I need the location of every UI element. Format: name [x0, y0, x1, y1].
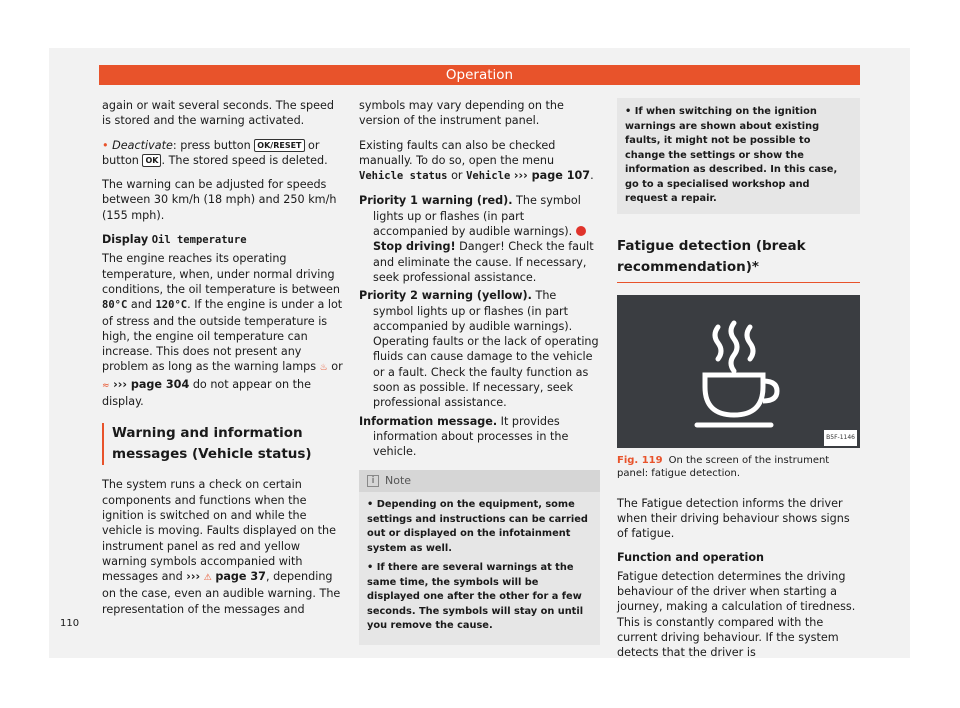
text: Danger! Check the fault and eliminate the cause. If necessary, seek professional assistance. [373, 240, 594, 284]
item-label: Priority 2 warning (yellow). [359, 289, 532, 303]
note-title: Note [385, 473, 412, 487]
item-label: Information message. [359, 414, 498, 428]
text: or [331, 360, 343, 374]
oil-temp-icon: ♨ [319, 363, 328, 374]
text: or [451, 169, 463, 183]
page-header: Operation [99, 65, 860, 85]
figure-label: Fig. 119 [617, 454, 663, 466]
ok-key-icon: OK [142, 154, 161, 167]
paragraph: Fatigue detection determines the driving behaviour of the driver when starting a journey, making a calculation of tiredness. This is constantly compared with the current driving behaviour. If the system detects that the driver is [617, 569, 856, 660]
note-icon: i [367, 475, 379, 487]
paragraph [102, 477, 345, 617]
deactivate-label: Deactivate [112, 138, 173, 152]
text: : press button [172, 138, 251, 152]
page-number: 110 [60, 618, 80, 629]
text: Depending on the equipment, some settings and instructions can be carried out or displayed on the infotainment system as well. [367, 499, 588, 554]
note-continuation-box: • If when switching on the ignition warnings are shown about existing faults, it might not be possible to change the settings or show the information as described. In this case, go to a specialised workshop and request a repair. [617, 98, 860, 214]
note-body [359, 492, 600, 645]
column-3 [617, 98, 860, 669]
ok-reset-key-icon: OK/RESET [254, 139, 304, 152]
subsection-title: Function and operation [617, 551, 764, 565]
section-title: Warning and information messages (Vehicle status) [102, 423, 345, 465]
priority-1-item [359, 193, 600, 285]
note-item: • If there are several warnings at the same time, the symbols will be displayed one after the other for a few seconds. The symbols will stay on until you remove the cause. [367, 562, 584, 632]
text: and [130, 298, 152, 312]
page-reference-link[interactable]: ››› page 107 [513, 169, 591, 183]
text: The symbol lights up or flashes (in part accompanied by audible warnings). Operating faults or the lack of operating fluids can cause damage to the vehicle or a fault. Check the faulty function as soon as possible. If necessary, seek professional assistance. [373, 289, 599, 410]
temp-value: 80°C [102, 299, 128, 312]
text: The engine reaches its operating temperature, when, under normal driving conditions, the oil temperature is between [102, 252, 340, 296]
coolant-icon: ≈ [102, 380, 110, 391]
coffee-cup-icon [617, 295, 860, 448]
bullet-dot: • [102, 138, 109, 152]
item-label: Priority 1 warning (red). [359, 194, 513, 208]
text: If when switching on the ignition warnings are shown about existing faults, it might not be possible to change the settings or show the information as described. In this case, go to a specialised workshop and request a repair. [625, 106, 838, 204]
page-reference-link[interactable]: page 37 [215, 570, 266, 584]
text: or button [102, 138, 320, 167]
deactivate-paragraph [102, 138, 345, 169]
display-subhead [102, 232, 345, 248]
figure-caption [617, 454, 860, 480]
text: . The stored speed is deleted. [161, 153, 328, 167]
text: do not appear on the display. [102, 377, 311, 409]
paragraph: The Fatigue detection informs the driver when their driving behaviour shows signs of fatigue. [617, 496, 850, 541]
paragraph: symbols may vary depending on the version of the instrument panel. [359, 99, 564, 128]
fatigue-figure [617, 295, 860, 448]
paragraph: The warning can be adjusted for speeds between 30 km/h (18 mph) and 250 km/h (155 mph). [102, 178, 337, 222]
menu-name: Vehicle status [359, 170, 448, 183]
warning-triangle-icon: ⚠ [203, 573, 212, 584]
display-mono: Oil temperature [151, 234, 247, 247]
section-title: Fatigue detection (break recommendation)* [617, 236, 860, 283]
note-header [359, 470, 600, 493]
paragraph: Existing faults can also be checked manually. To do so, open the menu Vehicle status or Vehicle ››› page 107. [359, 138, 594, 183]
text: The system runs a check on certain components and functions when the ignition is switched on and while the vehicle is moving. Faults displayed on the instrument panel as red and yellow warning symbols accompanied with messages and [102, 478, 337, 584]
oil-temp-paragraph [102, 251, 345, 409]
ref-arrows: ››› [186, 570, 201, 584]
paragraph: again or wait several seconds. The speed is stored and the warning activated. [102, 99, 334, 128]
caption-text: On the screen of the instrument panel: fatigue detection. [617, 454, 830, 479]
column-1 [102, 98, 345, 626]
text: It provides information about processes in the vehicle. [373, 414, 569, 459]
menu-name: Vehicle [466, 170, 511, 183]
figure-code: B5F-1146 [824, 430, 857, 445]
stop-warning-icon [576, 226, 586, 236]
text: . If the engine is under a lot of stress and the outside temperature is high, the engine oil temperature can increase. This does not present any problem as long as the warning lamps [102, 298, 343, 374]
stop-driving-text: Stop driving! [373, 240, 456, 254]
priority-2-item [359, 288, 600, 410]
text: If there are several warnings at the same time, the symbols will be displayed one after the other for a few seconds. The symbols will stay on until you remove the cause. [367, 562, 584, 632]
text: The symbol lights up or flashes (in part accompanied by audible warnings). [373, 194, 581, 239]
text: , depending on the case, even an audible warning. The representation of the messages and [102, 570, 341, 616]
column-2 [359, 98, 600, 645]
display-label: Display [102, 233, 149, 247]
text: Existing faults can also be checked manually. To do so, open the menu [359, 138, 556, 167]
note-box [359, 470, 600, 645]
note-item: • Depending on the equipment, some settings and instructions can be carried out or displayed on the infotainment system as well. [367, 499, 588, 554]
page-reference-link[interactable]: ››› page 304 [113, 377, 190, 391]
temp-value: 120°C [155, 299, 188, 312]
info-item [359, 414, 600, 460]
